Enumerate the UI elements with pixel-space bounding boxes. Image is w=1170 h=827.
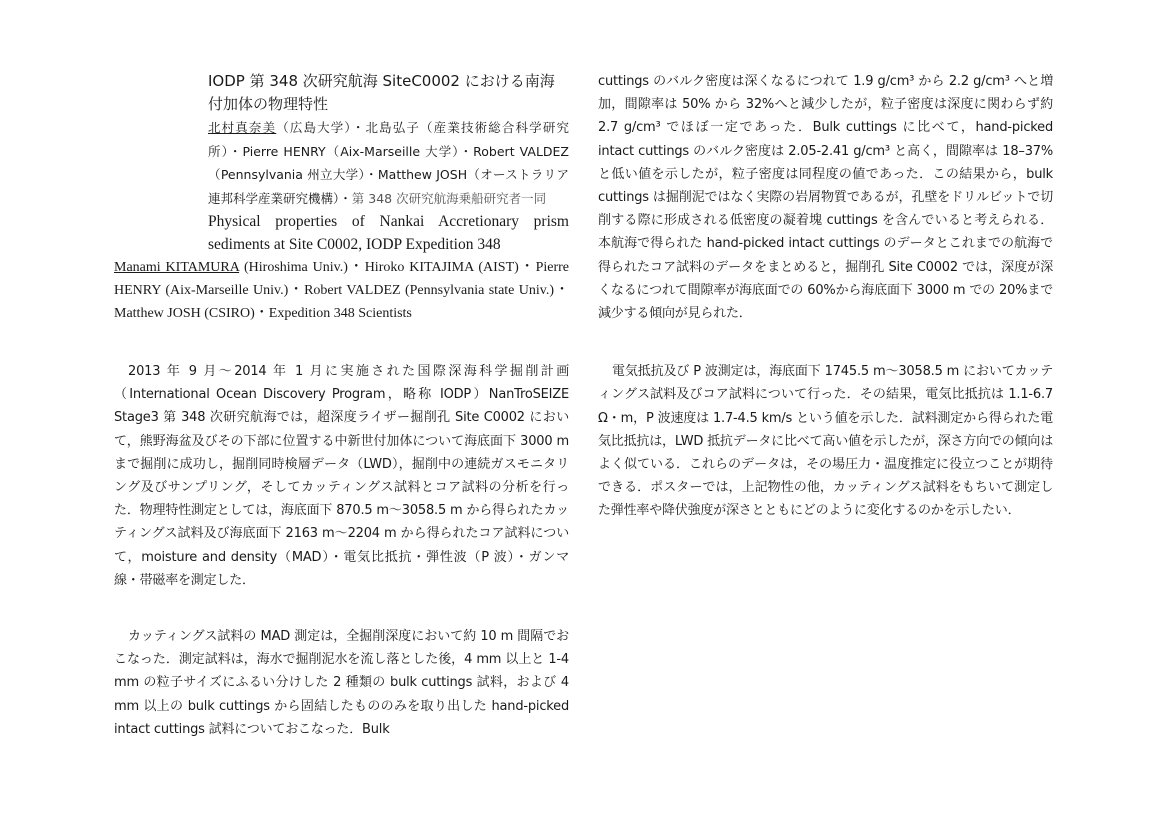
spacer [114,592,569,625]
presenter-name-en: Manami KITAMURA [114,260,240,275]
spacer [598,325,1053,360]
authors-english [114,256,569,325]
presenter-name-ja: 北村真奈美 [208,120,277,135]
title-block [208,70,569,256]
authors-ja-tail: 第 348 次研究航海乗船研究者一同 [351,190,547,206]
paragraph-resistivity: 電気抵抗及び P 波測定は，海底面下 1745.5 m～3058.5 m においてカッティングス試料及びコア試料について行った．その結果，電気比抵抗は 1.1-6.7 Ω・m，P 波速度は 1.7-4.5 km/s という値を示した．試料測定から得られた電気比抵抗は，LWD 抵抗データに比べて高い値を示したが，深さ方向での傾向はよく似ている．これらのデータは，その場圧力・温度推定に役立つことが期待できる．ポスターでは，上記物性の他，カッティングス試料をもちいて測定した弾性率や降伏強度が深さとともにどのように変化するのかを示したい． [598,364,1053,519]
paragraph-mad-continued: cuttings のバルク密度は深くなるにつれて 1.9 g/cm³ から 2.2 g/cm³ へと増加，間隙率は 50% から 32%へと減少したが，粒子密度は深度に関わらず約 2.7 g/cm³ でほぼ一定であった．Bulk cuttings に比べて，hand-picked intact cuttings のバルク密度は 2.05-2.41 g/cm³ と高く，間隙率は 18–37%と低い値を示したが，粒子密度は同程度の値であった．この結果から，bulk cuttings は掘削泥ではなく実際の岩屑物質であるが，孔壁をドリルビットで切削する際に形成される低密度の凝着塊 cuttings を含んでいると考えられる．本航海で得られた hand-picked intact cuttings のデータとこれまでの航海で得られたコア試料のデータをまとめると，掘削孔 Site C0002 では，深度が深くなるにつれて間隙率が海底面での 60%から海底面下 3000 m での 20%まで減少する傾向が見られた． [598,74,1053,322]
spacer [114,325,569,360]
left-column [114,70,569,741]
paragraph-intro: 2013 年 9 月～2014 年 1 月に実施された国際深海科学掘削計画（International Ocean Discovery Program，略称 IODP）NanTroSEIZE Stage3 第 348 次研究航海では，超深度ライザー掘削孔 Site C0002 において，熊野海盆及びその下部に位置する中新世付加体について海底面下 3000 m まで掘削に成功し，掘削同時検層データ（LWD），掘削中の連続ガスモニタリング及びサンプリング，そしてカッティングス試料とコア試料の分析を行った．物理特性測定としては，海底面下 870.5 m～3058.5 m から得られたカッティングス試料及び海底面下 2163 m～2204 m から得られたコア試料について，moisture and density（MAD）・電気比抵抗・弾性波（P 波）・ガンマ線・帯磁率を測定した． [114,364,569,588]
authors-japanese [208,116,569,210]
authors-en-rest: (Hiroshima Univ.)・Hiroko KITAJIMA (AIST)・Pierre HENRY (Aix-Marseille Univ.)・Robert VALDEZ (Pennsylvania state Univ.)・Matthew JOSH (CSIRO)・Expedition 348 Scientists [114,260,570,321]
authors-ja-rest: （広島大学）・北島弘子（産業技術総合科学研究所）・Pierre HENRY（Aix-Marseille 大学）・Robert VALDEZ（Pennsylvania 州立大学）・Matthew JOSH（オーストラリア連邦科学産業研究機構）・ [208,120,569,206]
right-column [598,70,1053,523]
title-japanese: IODP 第 348 次研究航海 SiteC0002 における南海付加体の物理特性 [208,72,555,113]
title-english: Physical properties of Nankai Accretionary prism sediments at Site C0002, IODP Expedition 348 [208,213,569,253]
paragraph-mad: カッティングス試料の MAD 測定は，全掘削深度において約 10 m 間隔でおこなった．測定試料は，海水で掘削泥水を流し落とした後，4 mm 以上と 1-4 mm の粒子サイズにふるい分けした 2 種類の bulk cuttings 試料，および 4 mm 以上の bulk cuttings から固結したもののみを取り出した hand-picked intact cuttings 試料についておこなった．Bulk [114,629,569,737]
